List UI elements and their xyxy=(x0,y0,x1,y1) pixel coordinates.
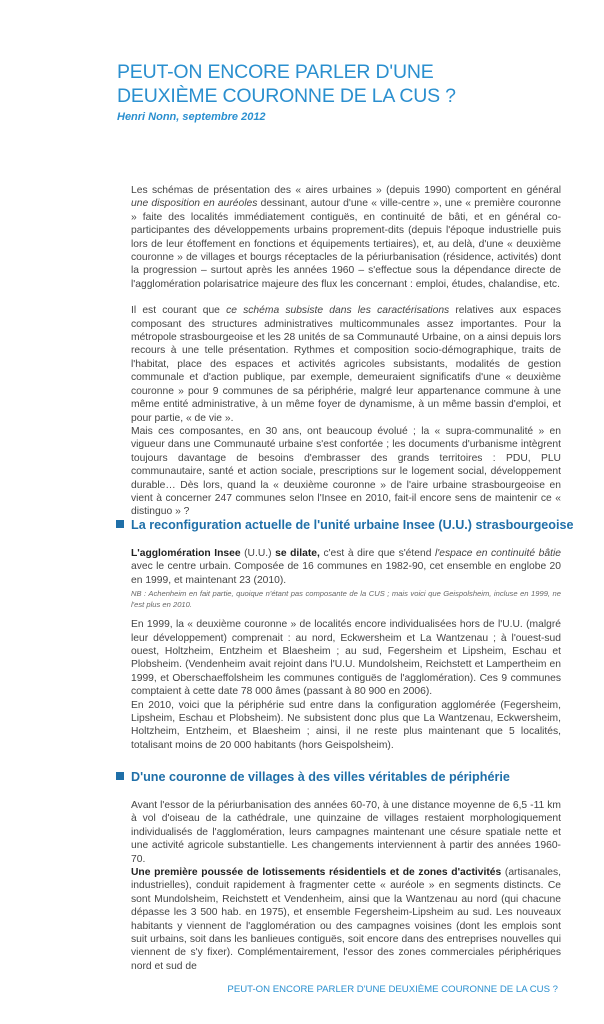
section-heading-reconfiguration xyxy=(116,518,574,532)
section-heading-text: La reconfiguration actuelle de l'unité urbaine Insee (U.U.) strasbourgeoise xyxy=(131,518,574,532)
text-run: Les schémas de présentation des « aires urbaines » (depuis 1990) comportent en général xyxy=(131,185,561,196)
section1-paragraph-1: En 1999, la « deuxième couronne » de localités encore individualisées hors de l'U.U. (malgré leur développement) comprenait : au nord, Eckwersheim et La Wantzenau ; à l'ouest-sud ouest, Holtzheim, Entzheim et Blaesheim ; au sud, Fegersheim et Lipsheim, Eschau et Plobsheim. (Vendenheim avait rejoint dans l'U.U. Mundolsheim, Reichstett et Lampertheim en 1999, et Oberschaeffolsheim les communes contiguës de l'agglomération). Ces 9 communes comptaient à cette date 78 000 âmes (passant à 80 900 en 2006). xyxy=(131,619,561,698)
bold-text: se dilate, xyxy=(275,548,320,559)
intro-paragraph-1 xyxy=(131,184,561,291)
bold-text: Une première poussée de lotissements résidentiels et de zones d'activités xyxy=(131,867,502,879)
emphasis-text: une disposition en auréoles xyxy=(131,198,258,210)
text-run: dessinant, autour d'une « ville-centre », une « première couronne » faite des localités immédiatement contiguës, en continuité de bâti, et en général co-participantes des développements urbains proprement-dits (depuis l'époque industrielle puis lors de leur étoffement en fonctions et équipements tertiaires), et, au delà, d'une « deuxième couronne » de villages et bourgs réceptacles de la périurbanisation (résidence, activités) dont la progression – surtout après les années 1960 – s'effectue sous la dépendance directe de l'agglomération polarisatrice majeure des flux les concernant : emploi, études, chalandise, etc. xyxy=(131,198,561,290)
emphasis-text: l'espace en continuité bâtie xyxy=(435,548,561,559)
text-run: (U.U.) xyxy=(240,548,276,559)
title-line-2: DEUXIÈME COURONNE DE LA CUS ? xyxy=(117,85,456,107)
section-heading-text: D'une couronne de villages à des villes véritables de périphérie xyxy=(131,770,510,784)
text-run: avec le centre urbain. Composée de 16 communes en 1982-90, cet ensemble en englobe 20 en 1999, et maintenant 23 (2010). xyxy=(131,561,561,586)
section2-paragraph-2 xyxy=(131,866,561,973)
square-bullet-icon xyxy=(116,772,124,780)
section1-note: NB : Achenheim en fait partie, quoique n'étant pas composante de la CUS ; mais voici que Geispolsheim, incluse en 1999, ne l'est plus en 2010. xyxy=(131,589,561,609)
running-footer: PEUT-ON ENCORE PARLER D'UNE DEUXIÈME COURONNE DE LA CUS ? xyxy=(227,984,558,995)
section-couronne-body xyxy=(131,799,561,973)
section1-paragraph-2: En 2010, voici que la périphérie sud entre dans la configuration agglomérée (Fegersheim, Lipsheim, Eschau et Plobsheim). Ne subsistent donc plus que La Wantzenau, Eckwersheim, Holtzheim, Entzheim, et Blaesheim ; ainsi, il ne reste plus maintenant que 5 localités, totalisant moins de 20 000 habitants (hors Geispolsheim). xyxy=(131,699,561,751)
section1-lead xyxy=(131,547,561,587)
page-title xyxy=(117,60,557,108)
section-reconfiguration-body xyxy=(131,547,561,752)
square-bullet-icon xyxy=(116,520,124,528)
intro-section xyxy=(131,184,561,519)
title-line-1: PEUT-ON ENCORE PARLER D'UNE xyxy=(117,61,434,83)
emphasis-text: ce schéma subsiste dans les caractérisations xyxy=(226,305,450,317)
intro-paragraph-2 xyxy=(131,304,561,425)
text-run: c'est à dire que s'étend xyxy=(319,548,436,559)
section-heading-couronne xyxy=(116,770,566,784)
bold-text: L'agglomération Insee xyxy=(131,548,241,559)
section2-paragraph-1: Avant l'essor de la périurbanisation des années 60-70, à une distance moyenne de 6,5 -11 km à vol d'oiseau de la cathédrale, une quinzaine de villages restaient morphologiquement individualisés de l'agglomération, leurs campagnes maintenant une césure spatiale nette et une activité agricole substantielle. Les changements interviennent à partir des années 1960-70. xyxy=(131,800,561,865)
text-run: relatives aux espaces composant des structures administratives multicommunales assez importantes. Pour la métropole strasbourgeoise et les 28 unités de sa Communauté Urbaine, on a ainsi depuis lors recours à une telle présentation. Rythmes et composition socio-démographique, traits de l'habitat, place des espaces et activités agricoles subsistants, modalités de gestion communale et d'action publique, par exemple, demeuraient significatifs d'une « deuxième couronne » pour 9 communes de sa périphérie, malgré leur appartenance commune à une même entité administrative, à un même foyer de dynamisme, à un même bassin d'emploi, et pour partie, « de vie ». xyxy=(131,305,561,424)
intro-paragraph-3: Mais ces composantes, en 30 ans, ont beaucoup évolué ; la « supra-communalité » en vigueur dans une Communauté urbaine s'est confortée ; les documents d'urbanisme intègrent toujours davantage de besoins d'embrasser des grands territoires : PDU, PLU communautaire, santé et action sociale, prescriptions sur le logement social, développement durable… Dès lors, quand la « deuxième couronne » de l'aire urbaine strasbourgeoise en vient à concerner 247 communes selon l'Insee en 2010, fait-il encore sens de maintenir ce « distinguo » ? xyxy=(131,425,561,518)
author-date: Henri Nonn, septembre 2012 xyxy=(117,111,266,123)
text-run: (artisanales, industrielles), conduit rapidement à fragmenter cette « auréole » en segments distincts. Ce sont Mundolsheim, Reichstett et Vendenheim, ainsi que la Wantzenau au nord (qui chacune dépasse les 3 500 hab. en 1975), et ensemble Fegersheim-Lipsheim au sud. Les nouveaux habitants y viennent de l'agglomération ou des campagnes voisines (dont les emplois sont suit urbains, soit dans les banlieues contiguës, soit encore dans des entreprises nouvelles qui viennent de s'y fixer). Complémentairement, l'essor des zones commerciales périphériques nord et sud de xyxy=(131,867,561,972)
text-run: Il est courant que xyxy=(131,305,227,317)
